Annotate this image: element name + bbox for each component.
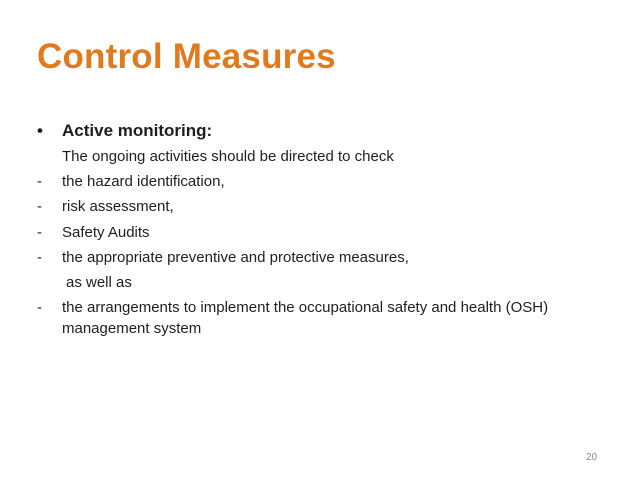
slide-title: Control Measures	[37, 37, 336, 76]
list-item-marker: -	[37, 198, 42, 216]
list-item	[37, 298, 617, 339]
list-item-marker: -	[37, 173, 42, 191]
list-item-text: the arrangements to implement the occupational safety and health (OSH) management system	[62, 299, 549, 337]
list-item	[37, 273, 617, 293]
list-item	[37, 248, 617, 268]
list-item-text: Safety Audits	[62, 223, 150, 241]
list-item	[37, 223, 617, 243]
list-item	[37, 172, 617, 192]
list-item-text: the appropriate preventive and protective measures,	[62, 248, 409, 266]
bullet-heading	[37, 120, 617, 143]
list-item-marker: -	[37, 223, 42, 241]
list-item-text: the hazard identification,	[62, 173, 225, 191]
bullet-marker: •	[37, 121, 43, 140]
bullet-heading-label: Active monitoring:	[62, 121, 213, 140]
list-item	[37, 197, 617, 217]
list-item	[37, 147, 617, 167]
list-item-text: as well as	[66, 274, 132, 292]
list-item-marker: -	[37, 299, 42, 317]
list-item-text: risk assessment,	[62, 198, 174, 216]
list-item-text: The ongoing activities should be directed to check	[62, 147, 394, 165]
slide-content	[37, 120, 617, 344]
page-number: 20	[586, 452, 598, 463]
list-item-marker: -	[37, 248, 42, 266]
